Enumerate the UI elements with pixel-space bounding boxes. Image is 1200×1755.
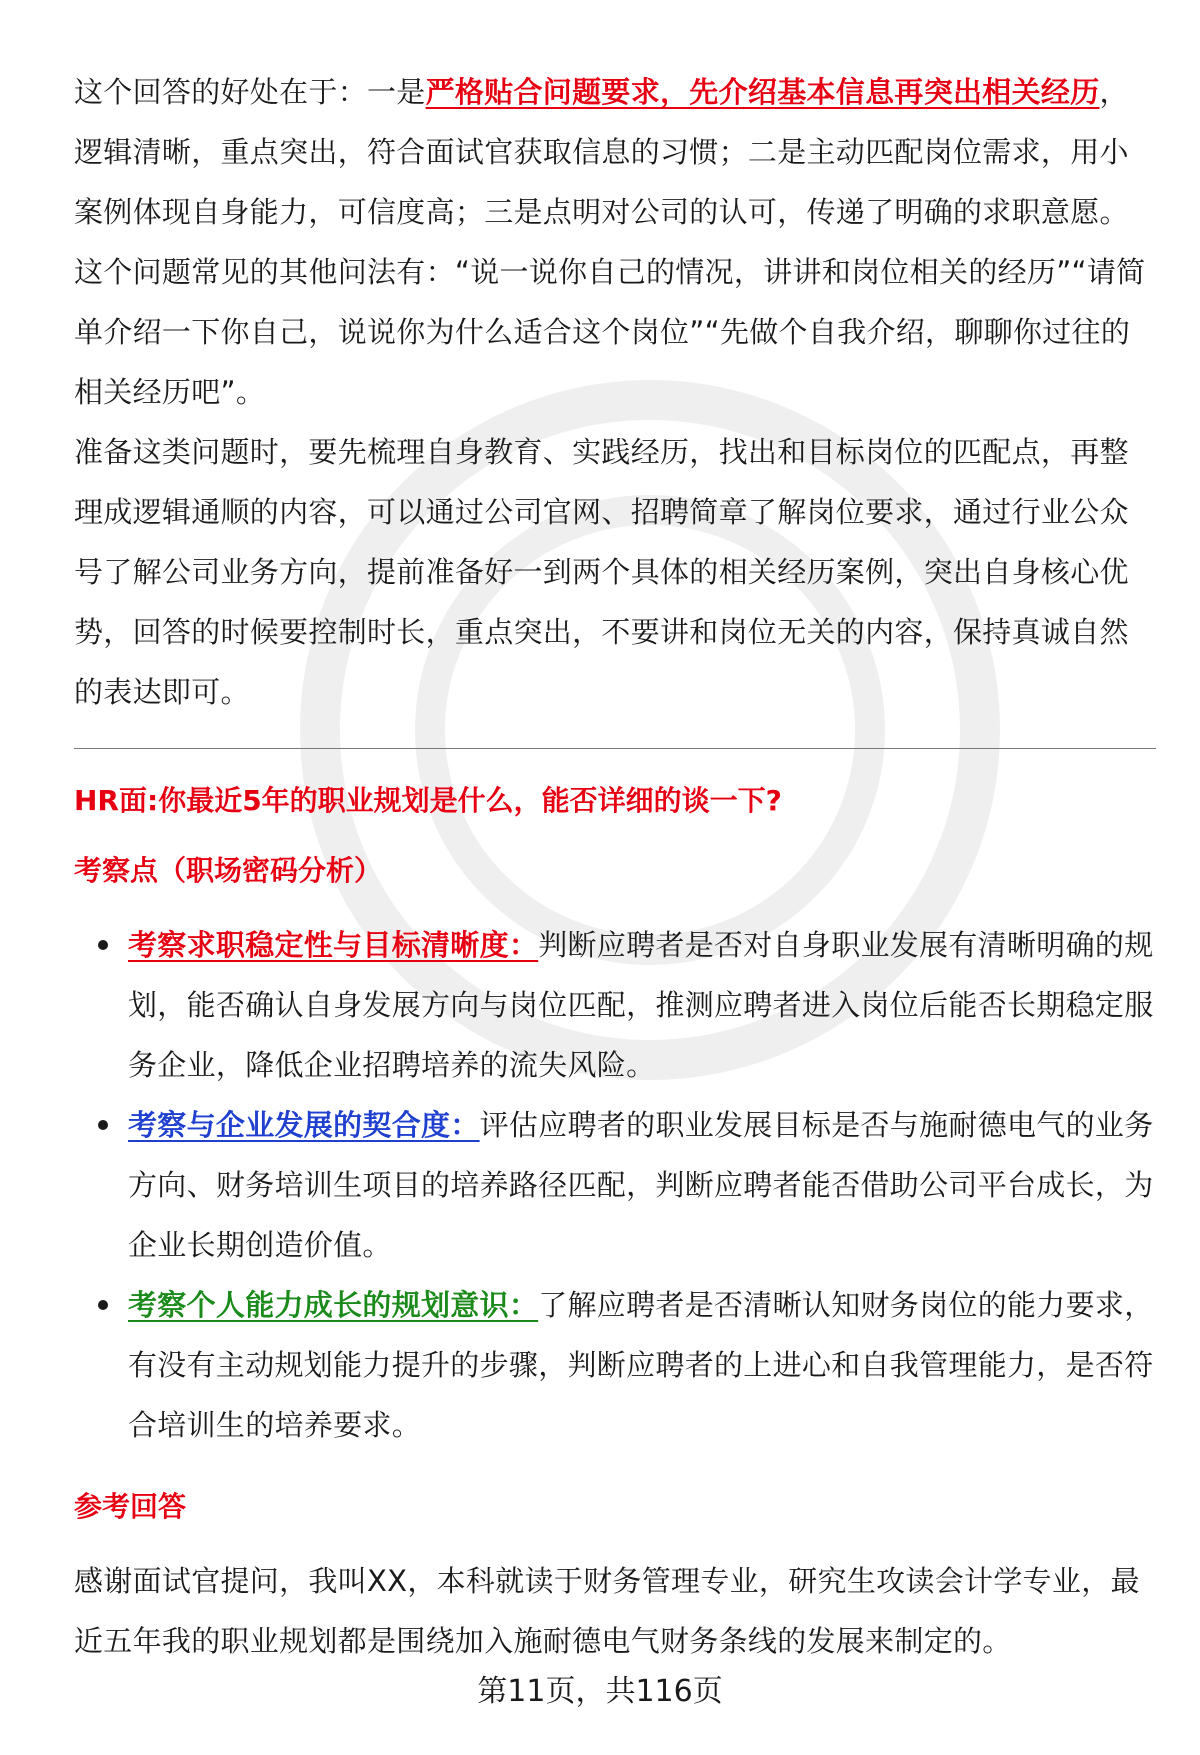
analysis-title: 考察点（职场密码分析） xyxy=(74,854,383,887)
intro-paragraph-preparation: 准备这类问题时，要先梳理自身教育、实践经历，找出和目标岗位的匹配点，再整理成逻辑通顺的内容，可以通过公司官网、招聘简章了解岗位要求，通过行业公众号了解公司业务方向，提前准备好一到两个具体的相关经历案例，突出自身核心优势，回答的时候要控制时长，重点突出，不要讲和岗位无关的内容，保持真诚自然的表达即可。 xyxy=(74,435,1129,709)
analysis-point xyxy=(74,1275,1156,1455)
bullet-dot-icon xyxy=(98,1120,108,1130)
analysis-point-text: 评估应聘者的职业发展目标是否与施耐德电气的业务方向、财务培训生项目的培养路径匹配，判断应聘者能否借助公司平台成长，为企业长期创造价值。 xyxy=(128,1108,1154,1262)
section-divider xyxy=(74,748,1156,749)
analysis-points-list xyxy=(74,915,1156,1455)
bullet-dot-icon xyxy=(98,1300,108,1310)
intro-highlight-text: 严格贴合问题要求，先介绍基本信息再突出相关经历 xyxy=(425,75,1100,109)
document-page xyxy=(74,62,1156,1671)
analysis-point-label: 考察求职稳定性与目标清晰度： xyxy=(128,928,539,962)
page-number-footer: 第11页，共116页 xyxy=(477,1674,723,1709)
analysis-point-text: 了解应聘者是否清晰认知财务岗位的能力要求，有没有主动规划能力提升的步骤，判断应聘者的上进心和自我管理能力，是否符合培训生的培养要求。 xyxy=(128,1288,1154,1442)
analysis-point-text: 判断应聘者是否对自身职业发展有清晰明确的规划，能否确认自身发展方向与岗位匹配，推测应聘者进入岗位后能否长期稳定服务企业，降低企业招聘培养的流失风险。 xyxy=(128,928,1154,1082)
intro-rest-text: ，逻辑清晰，重点突出，符合面试官获取信息的习惯；二是主动匹配岗位需求，用小案例体现自身能力，可信度高；三是点明对公司的认可，传递了明确的求职意愿。 xyxy=(74,75,1129,229)
intro-paragraph-benefits xyxy=(74,62,1156,242)
bullet-dot-icon xyxy=(98,940,108,950)
analysis-point xyxy=(74,1095,1156,1275)
analysis-point-label: 考察个人能力成长的规划意识： xyxy=(128,1288,539,1322)
intro-paragraph-variants: 这个问题常见的其他问法有：“说一说你自己的情况，讲讲和岗位相关的经历”“请简单介绍一下你自己，说说你为什么适合这个岗位”“先做个自我介绍，聊聊你过往的相关经历吧”。 xyxy=(74,255,1146,409)
question-title: HR面:你最近5年的职业规划是什么，能否详细的谈一下? xyxy=(74,784,782,817)
analysis-point-label: 考察与企业发展的契合度： xyxy=(128,1108,480,1142)
intro-lead-text: 这个回答的好处在于：一是 xyxy=(74,75,426,109)
reference-answer-title: 参考回答 xyxy=(74,1490,187,1523)
analysis-point xyxy=(74,915,1156,1095)
reference-answer-text: 感谢面试官提问，我叫XX，本科就读于财务管理专业，研究生攻读会计学专业，最近五年我的职业规划都是围绕加入施耐德电气财务条线的发展来制定的。 xyxy=(74,1564,1140,1658)
